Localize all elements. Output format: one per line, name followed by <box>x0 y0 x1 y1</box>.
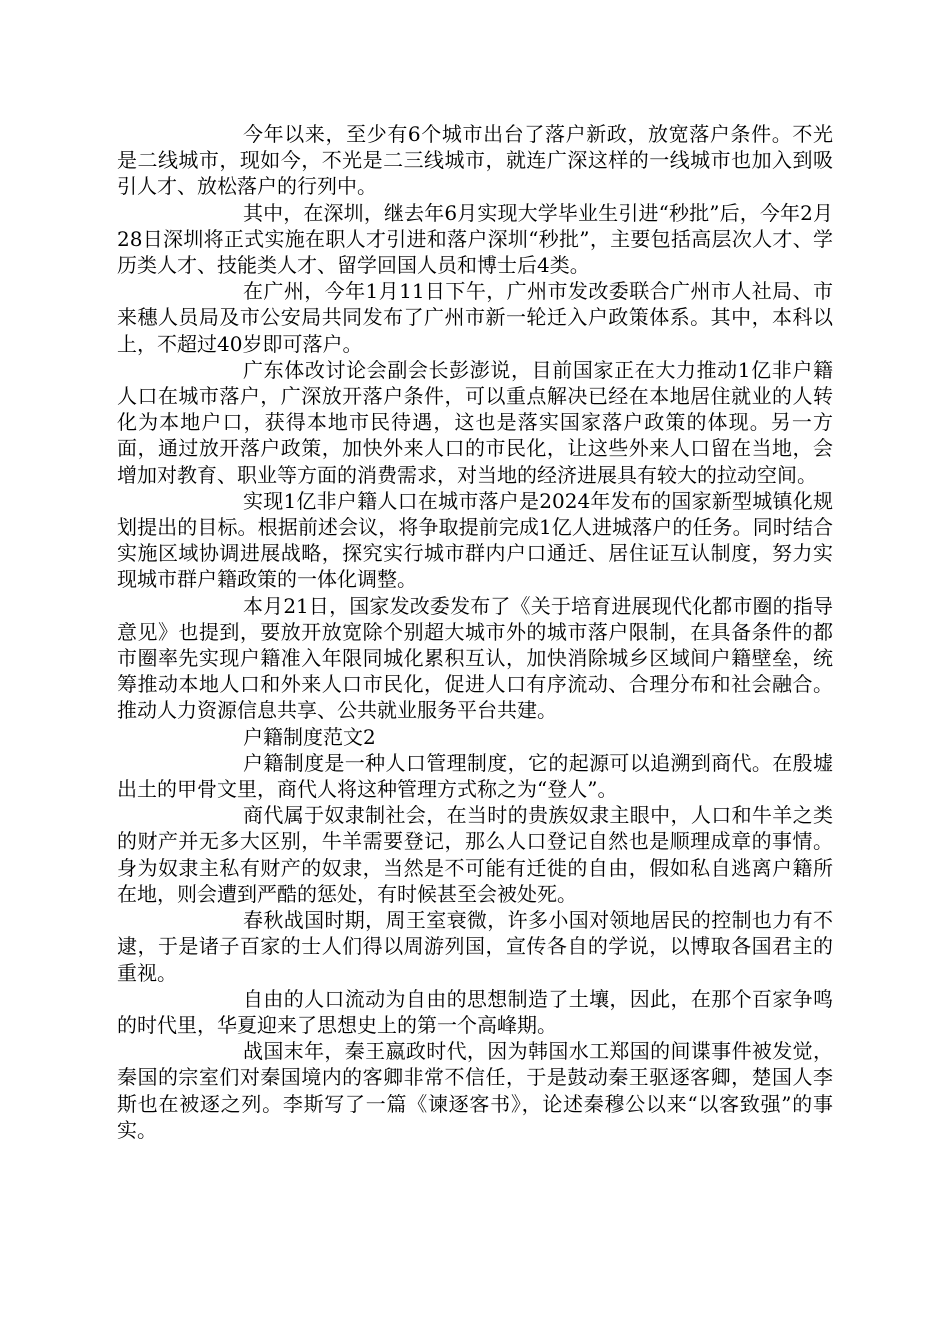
section-title: 户籍制度范文2 <box>243 724 376 749</box>
document-body <box>117 121 833 1143</box>
section-paragraph-5: 战国末年，秦王嬴政时代，因为韩国水工郑国的间谍事件被发觉，秦国的宗室们对秦国境内的客卿非常不信任，于是鼓动秦王驱逐客卿，楚国人李斯也在被逐之列。李斯写了一篇《谏逐客书》，论述秦穆公以来“以客致强”的事实。 <box>117 1039 833 1142</box>
section-paragraph-4: 自由的人口流动为自由的思想制造了土壤，因此，在那个百家争鸣的时代里，华夏迎来了思想史上的第一个高峰期。 <box>117 986 833 1037</box>
paragraph-5: 实现1亿非户籍人口在城市落户是2024年发布的国家新型城镇化规划提出的目标。根据前述会议，将争取提前完成1亿人进城落户的任务。同时结合实施区域协调进展战略，探究实行城市群内户口通迁、居住证互认制度，努力实现城市群户籍政策的一体化调整。 <box>117 488 833 592</box>
paragraph-1: 今年以来，至少有6个城市出台了落户新政，放宽落户条件。不光是二线城市，现如今，不光是二三线城市，就连广深这样的一线城市也加入到吸引人才、放松落户的行列中。 <box>117 122 833 199</box>
paragraph-2: 其中，在深圳，继去年6月实现大学毕业生引进“秒批”后，今年2月28日深圳将正式实施在职人才引进和落户深圳“秒批”，主要包括高层次人才、学历类人才、技能类人才、留学回国人员和博士后4类。 <box>117 200 833 278</box>
paragraph-4: 广东体改讨论会副会长彭澎说，目前国家正在大力推动1亿非户籍人口在城市落户，广深放开落户条件，可以重点解决已经在本地居住就业的人转化为本地户口，获得本地市民待遇，这也是落实国家落户政策的体现。另一方面，通过放开落户政策，加快外来人口的市民化，让这些外来人口留在当地，会增加对教育、职业等方面的消费需求，对当地的经济进展具有较大的拉动空间。 <box>117 357 833 487</box>
paragraph-6: 本月21日，国家发改委发布了《关于培育进展现代化都市圈的指导意见》也提到，要放开放宽除个别超大城市外的城市落户限制，在具备条件的都市圈率先实现户籍准入年限同城化累积互认，加快消除城乡区域间户籍壁垒，统筹推动本地人口和外来人口市民化，促进人口有序流动、合理分布和社会融合。推动人力资源信息共享、公共就业服务平台共建。 <box>117 593 833 723</box>
section-paragraph-1: 户籍制度是一种人口管理制度，它的起源可以追溯到商代。在殷墟出土的甲骨文里，商代人将这种管理方式称之为“登人”。 <box>117 750 833 802</box>
section-paragraph-3: 春秋战国时期，周王室衰微，许多小国对领地居民的控制也力有不逮，于是诸子百家的士人们得以周游列国，宣传各自的学说，以博取各国君主的重视。 <box>117 908 833 985</box>
paragraph-3: 在广州，今年1月11日下午，广州市发改委联合广州市人社局、市来穗人员局及市公安局共同发布了广州市新一轮迁入户政策体系。其中，本科以上，不超过40岁即可落户。 <box>117 279 833 356</box>
section-paragraph-2: 商代属于奴隶制社会，在当时的贵族奴隶主眼中，人口和牛羊之类的财产并无多大区别，牛羊需要登记，那么人口登记自然也是顺理成章的事情。身为奴隶主私有财产的奴隶，当然是不可能有迁徙的自由，假如私自逃离户籍所在地，则会遭到严酷的惩处，有时候甚至会被处死。 <box>117 803 833 906</box>
